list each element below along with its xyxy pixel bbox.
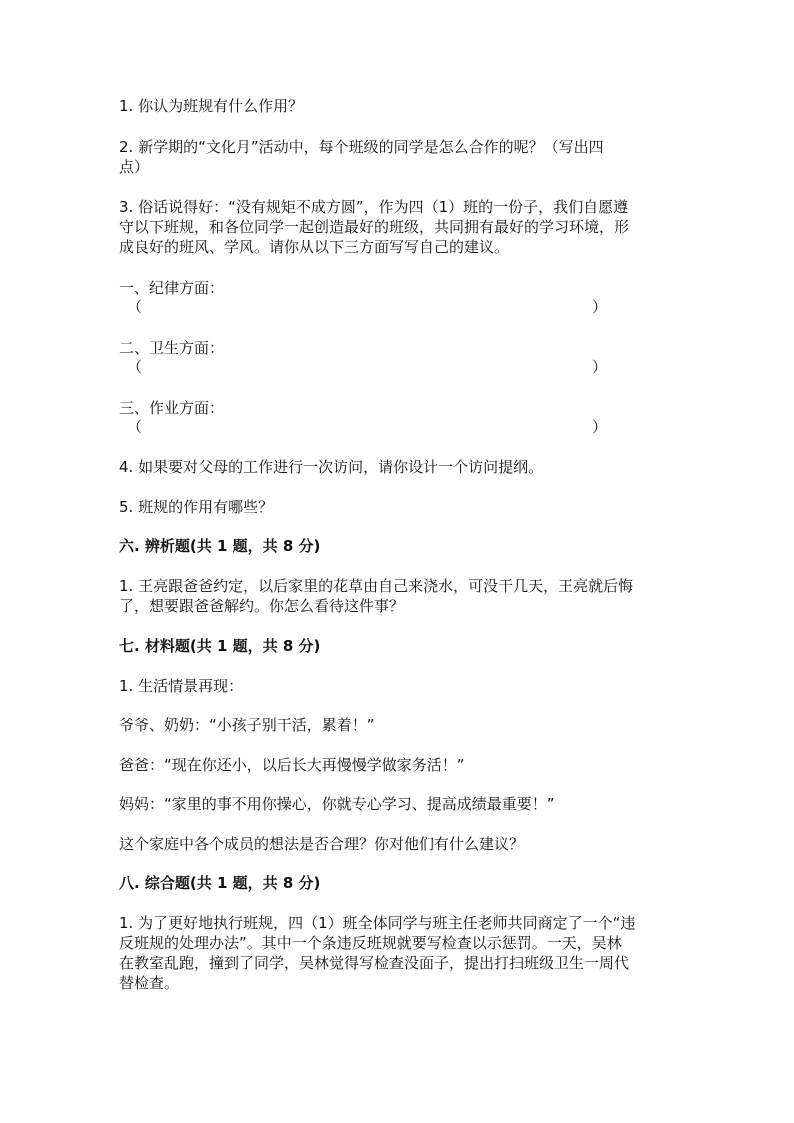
- question-2-line-2: 点）: [119, 158, 150, 176]
- hygiene-answer-close-paren: ）: [592, 358, 608, 376]
- section-6-question-1-line-1: 1. 王亮跟爸爸约定，以后家里的花草由自己来浇水，可没干几天，王亮就后悔: [119, 577, 634, 595]
- section-7-question-1: 1. 生活情景再现：: [119, 677, 244, 695]
- section-7-heading: 七. 材料题(共 1 题，共 8 分): [119, 637, 321, 655]
- hygiene-answer-open-paren: （: [127, 358, 143, 376]
- section-8-heading: 八. 综合题(共 1 题，共 8 分): [119, 874, 321, 892]
- question-4: 4. 如果要对父母的工作进行一次访问，请你设计一个访问提纲。: [119, 458, 544, 476]
- section-6-heading: 六. 辨析题(共 1 题，共 8 分): [119, 537, 321, 555]
- section-6-question-1-line-2: 了，想要跟爸爸解约。你怎么看待这件事？: [119, 597, 405, 615]
- homework-label: 三、作业方面：: [119, 399, 225, 417]
- hygiene-label: 二、卫生方面：: [119, 339, 225, 357]
- question-5: 5. 班规的作用有哪些？: [119, 498, 274, 516]
- question-2-line-1: 2. 新学期的“文化月”活动中，每个班级的同学是怎么合作的呢？（写出四: [119, 138, 604, 156]
- homework-answer-open-paren: （: [127, 418, 143, 436]
- question-3-line-1: 3. 俗话说得好：“没有规矩不成方圆”，作为四（1）班的一份子，我们自愿遵: [119, 198, 629, 216]
- quote-dad: 爸爸：“现在你还小，以后长大再慢慢学做家务活！”: [119, 756, 465, 774]
- discipline-answer-close-paren: ）: [592, 298, 608, 316]
- discipline-label: 一、纪律方面：: [119, 279, 225, 297]
- section-8-question-1-line-1: 1. 为了更好地执行班规，四（1）班全体同学与班主任老师共同商定了一个“违: [119, 914, 636, 932]
- quote-grandparents: 爷爷、奶奶：“小孩子别干活，累着！”: [119, 716, 375, 734]
- question-3-line-2: 守以下班规，和各位同学一起创造最好的班级，共同拥有最好的学习环境，形: [119, 218, 630, 236]
- question-1: 1. 你认为班规有什么作用？: [119, 97, 304, 115]
- section-8-question-1-line-4: 替检查。: [119, 974, 180, 992]
- question-3-line-3: 成良好的班风、学风。请你从以下三方面写写自己的建议。: [119, 238, 510, 256]
- quote-mom: 妈妈：“家里的事不用你操心，你就专心学习、提高成绩最重要！”: [119, 795, 555, 813]
- homework-answer-close-paren: ）: [592, 418, 608, 436]
- section-8-question-1-line-3: 在教室乱跑，撞到了同学，吴林觉得写检查没面子，提出打扫班级卫生一周代: [119, 954, 630, 972]
- discipline-answer-open-paren: （: [127, 298, 143, 316]
- section-7-question: 这个家庭中各个成员的想法是否合理？你对他们有什么建议？: [119, 835, 525, 853]
- section-8-question-1-line-2: 反班规的处理办法”。其中一个条违反班规就要写检查以示惩罚。一天，吴林: [119, 934, 622, 952]
